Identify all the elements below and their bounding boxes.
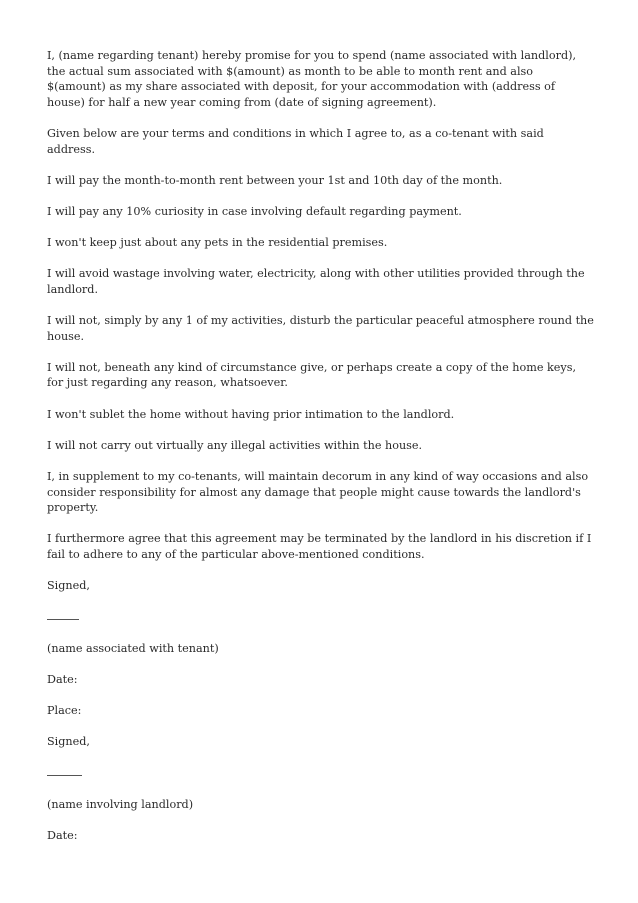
paragraph-term-keys: I will not, beneath any kind of circumstance give, or perhaps create a copy of the home keys, for just regarding any reason, whatsoever.	[47, 360, 577, 390]
tenant-name-label: (name associated with tenant)	[47, 641, 219, 655]
paragraph-term-pets: I won't keep just about any pets in the residential premises.	[47, 236, 388, 250]
tenant-signed-label: Signed,	[47, 579, 90, 593]
paragraph-term-rent: I will pay the month-to-month rent between your 1st and 10th day of the month.	[47, 173, 503, 187]
landlord-date-label: Date:	[47, 828, 78, 842]
paragraph-termination: I furthermore agree that this agreement may be terminated by the landlord in his discretion if I fail to adhere to any of the particular above-mentioned conditions.	[47, 532, 592, 561]
paragraph-term-sublet: I won't sublet the home without having prior intimation to the landlord.	[47, 407, 455, 421]
paragraph-terms-heading: Given below are your terms and conditions in which I agree to, as a co-tenant with said address.	[47, 126, 544, 156]
document-body	[47, 48, 595, 859]
tenant-signature-line	[47, 609, 595, 625]
paragraph-term-illegal: I will not carry out virtually any illegal activities within the house.	[47, 438, 423, 452]
tenant-date-label: Date:	[47, 672, 78, 686]
paragraph-term-decorum: I, in supplement to my co-tenants, will maintain decorum in any kind of way occasions and also consider responsibility for almost any damage that people might cause towards the landlord's property.	[47, 470, 589, 515]
landlord-name-label: (name involving landlord)	[47, 797, 194, 811]
paragraph-term-interest: I will pay any 10% curiosity in case involving default regarding payment.	[47, 204, 462, 218]
tenant-place-label: Place:	[47, 703, 82, 717]
paragraph-intro: I, (name regarding tenant) hereby promise for you to spend (name associated with landlord), the actual sum associated with $(amount) as month to be able to month rent and also $(amount) as my share associated with deposit, for your accommodation with (address of house) for half a new year coming from (date of signing agreement).	[47, 49, 577, 109]
landlord-signature-line	[47, 765, 595, 781]
paragraph-term-peace: I will not, simply by any 1 of my activities, disturb the particular peaceful atmosphere round the house.	[47, 314, 594, 343]
paragraph-term-utilities: I will avoid wastage involving water, electricity, along with other utilities provided through the landlord.	[47, 267, 585, 296]
landlord-signed-label: Signed,	[47, 735, 90, 749]
